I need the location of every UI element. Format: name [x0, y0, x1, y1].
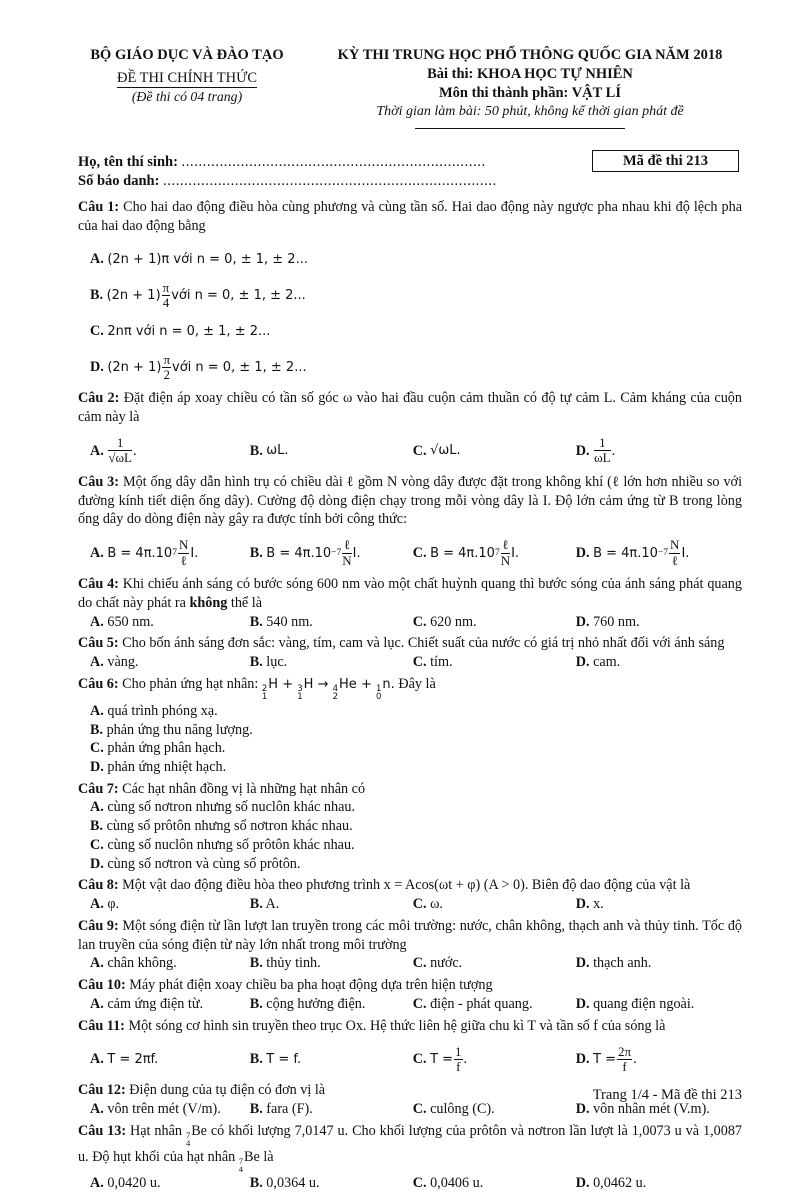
option-c: C. B = 4π.10 7 $\frac{\text{ℓ}}{N}$ I. [412, 537, 520, 568]
question-number: Câu 11: [78, 1017, 125, 1034]
question-text: Cho bốn ánh sáng đơn sắc: vàng, tím, cam và lục. Chiết suất của nước có giá trị nhỏ nhất đối với ánh sáng [122, 635, 725, 652]
option-a: A. φ. [90, 896, 120, 913]
option-d: D. B = 4π.10 −7 $\frac{N}{\text{ℓ}}$ I. [575, 537, 690, 568]
option-d: D. vôn nhân mét (V.m). [575, 1101, 710, 1118]
option-a: A. vàng. [90, 654, 139, 671]
time-note: Thời gian làm bài: 50 phút, không kể thời gian phát đề [376, 104, 684, 120]
option-a: A. 0,0420 u. [90, 1174, 161, 1191]
option-b: B. B = 4π.10 −7 $\frac{\text{ℓ}}{N}$ I. [249, 537, 361, 568]
question-3 [78, 473, 742, 571]
exam-code-box: Mã đề thi 213 [592, 150, 739, 172]
option-c: C. T = $\frac{1}{f}$ . [412, 1043, 468, 1074]
option-c: C. 0,0406 u. [412, 1174, 484, 1191]
question-10 [78, 976, 742, 1013]
question-number: Câu 12: [78, 1082, 126, 1099]
options [78, 954, 742, 973]
question-text: Điện dung của tụ điện có đơn vị là [129, 1082, 326, 1099]
option-d: D. T = $\frac{2\pi}{f}$ . [575, 1043, 637, 1074]
exam-subject: Bài thi: KHOA HỌC TỰ NHIÊN [427, 66, 633, 83]
option-b: B. thủy tinh. [249, 955, 321, 972]
question-text: Một sóng cơ hình sin truyền theo trục Ox. Hệ thức liên hệ giữa chu kì T và tần số f của sóng là [128, 1017, 666, 1034]
option-b: B. cộng hưởng điện. [249, 995, 366, 1012]
fraction: $\frac{N}{\text{ℓ}}$ [178, 537, 189, 568]
option-b: B. (2n + 1) $\frac{\pi}{4}$ với n = 0, ± 1, ± 2... [90, 279, 306, 310]
id-label: Số báo danh: [78, 172, 160, 189]
official-label: ĐỀ THI CHÍNH THỨC [116, 70, 257, 87]
option-d: D. quang điện ngoài. [575, 995, 695, 1012]
options [78, 1174, 742, 1193]
question-number: Câu 6: [78, 675, 119, 692]
question-7 [78, 780, 742, 874]
option-c: C. 620 nm. [412, 613, 477, 630]
option-b: B. phản ứng thu năng lượng. [90, 721, 253, 738]
question-number: Câu 10: [78, 977, 126, 994]
fraction: $\frac{\pi}{2}$ [163, 351, 171, 382]
question-number: Câu 4: [78, 576, 119, 593]
question-number: Câu 1: [78, 199, 120, 215]
options [78, 702, 742, 777]
option-a: A. (2n + 1)π với n = 0, ± 1, ± 2... [90, 251, 308, 268]
ministry-name: BỘ GIÁO DỤC VÀ ĐÀO TẠO [90, 47, 284, 63]
question-6: Câu 6: Cho phản ứng hạt nhân: 2 1 H + 3 1 H → 4 2 He + 1 0 n. Đây là A. quá trình phóng xạ. B. phản ứng thu năng lượng. C. phản ứng phân hạch. D. phản ứng nhiệt hạch. [78, 675, 742, 777]
question-text: Một ống dây dẫn hình trụ có chiều dài ℓ gồm N vòng dây được đặt trong không khí (ℓ lớn hơn nhiều so với đường kính tiết diện ống dây). Cường độ dòng điện chạy trong mỗi vòng dây là I. Độ lớn cảm ứng từ B trong lòng ống dây do dòng điện này gây ra được tính bởi công thức: [78, 473, 743, 528]
options [78, 535, 742, 571]
question-text: Máy phát điện xoay chiều ba pha hoạt động dựa trên hiện tượng [129, 977, 493, 994]
option-d: D. 0,0462 u. [575, 1174, 647, 1191]
options [78, 995, 742, 1014]
option-a: A. 650 nm. [90, 613, 154, 630]
question-5 [78, 634, 742, 671]
option-a: A. T = 2πf. [90, 1050, 159, 1067]
option-a: A. B = 4π.10 7 $\frac{N}{\text{ℓ}}$ I. [90, 537, 199, 568]
option-a: A. cùng số nơtron nhưng số nuclôn khác nhau. [90, 799, 356, 816]
option-b: B. 0,0364 u. [249, 1174, 320, 1191]
option-d: D. thạch anh. [575, 955, 652, 972]
nuclear-equation: 2 1 H + 3 1 H → 4 2 He + 1 0 n. [261, 676, 395, 703]
question-number: Câu 8: [78, 877, 119, 894]
header-rule [415, 128, 625, 129]
option-a: A. cảm ứng điện từ. [90, 995, 204, 1012]
question-text: Đặt điện áp xoay chiều có tần số góc ω vào hai đầu cuộn cảm thuần có độ tự cảm L. Cảm kháng của cuộn cảm này là [78, 390, 742, 426]
fraction: $\frac{1}{\omega L}$ [594, 435, 611, 466]
option-c: C. ω. [412, 896, 443, 913]
option-c: C. điện - phát quang. [412, 995, 533, 1012]
question-11 [78, 1017, 742, 1078]
option-d: D. cam. [575, 654, 621, 671]
question-4: Câu 4: Khi chiếu ánh sáng có bước sóng 600 nm vào một chất huỳnh quang thì bước sóng của ánh sáng phát quang do chất này phát ra không thể là A. 650 nm. B. 540 nm. C. 620 nm. D. 760 nm. [78, 576, 742, 630]
question-13: Câu 13: Hạt nhân 7 4 Be có khối lượng 7,0147 u. Cho khối lượng của prôtôn và nơtron lần lượt là 1,0073 u và 1,0087 u. Độ hụt khối của hạt nhân 7 4 Be là A. 0,0420 u. B. 0,0364 u. C. 0,0406 u. D. 0,0462 u. [78, 1122, 743, 1191]
option-b: B. A. [249, 896, 280, 913]
question-number: Câu 3: [78, 473, 119, 490]
name-label: Họ, tên thí sinh: [78, 154, 178, 170]
fraction: $\frac{2\pi}{f}$ [618, 1043, 632, 1074]
exam-title: KỲ THI TRUNG HỌC PHỔ THÔNG QUỐC GIA NĂM 2018 [337, 47, 723, 63]
option-a: A. quá trình phóng xạ. [90, 702, 218, 719]
candidate-info [78, 153, 497, 191]
fraction: $\frac{\pi}{4}$ [162, 279, 170, 310]
question-text: Các hạt nhân đồng vị là những hạt nhân có [122, 780, 366, 797]
fraction: $\frac{\text{ℓ}}{N}$ [342, 537, 352, 568]
options [78, 241, 742, 385]
fraction: $\frac{N}{\text{ℓ}}$ [670, 537, 680, 568]
option-d: D. (2n + 1) $\frac{\pi}{2}$ với n = 0, ± 1, ± 2... [90, 351, 307, 382]
option-c: C. √ωL. [412, 442, 461, 459]
option-c: C. cùng số nuclôn nhưng số prôtôn khác nhau. [90, 836, 355, 853]
question-2 [78, 389, 742, 468]
option-c: C. 2nπ với n = 0, ± 1, ± 2... [90, 323, 271, 340]
option-d: D. phản ứng nhiệt hạch. [90, 759, 227, 776]
question-text: Một vật dao động điều hòa theo phương trình x = Acos(ωt + φ) (A > 0). Biên độ dao động của vật là [122, 877, 691, 894]
options [78, 433, 742, 469]
options [78, 1041, 742, 1077]
question-number: Câu 2: [78, 390, 120, 407]
option-c: C. tím. [412, 654, 453, 671]
option-c: C. nước. [412, 955, 463, 972]
option-b: B. 540 nm. [249, 613, 313, 630]
question-8 [78, 876, 742, 913]
question-number: Câu 13: [78, 1122, 127, 1139]
options [78, 613, 742, 632]
option-b: B. cùng số prôtôn nhưng số nơtron khác nhau. [90, 818, 353, 835]
option-b: B. ωL. [249, 442, 289, 459]
fraction: $\frac{1}{f}$ [455, 1043, 462, 1074]
question-number: Câu 5: [78, 635, 119, 652]
name-dots: ........................................................................ [181, 154, 486, 170]
option-a: A. chân không. [90, 955, 177, 972]
option-a: A. vôn trên mét (V/m). [90, 1101, 221, 1118]
option-b: B. fara (F). [249, 1101, 313, 1118]
question-9 [78, 917, 742, 973]
option-d: D. $\frac{1}{\omega L}$ . [575, 435, 616, 466]
question-text: Một sóng điện từ lần lượt lan truyền trong các môi trường: nước, chân không, thạch anh và thủy tinh. Tốc độ lan truyền của sóng điện từ này lớn nhất trong môi trường [78, 917, 743, 953]
option-c: C. culông (C). [412, 1101, 495, 1118]
header-left [72, 46, 302, 106]
question-number: Câu 9: [78, 917, 119, 934]
options [78, 895, 742, 914]
fraction: $\frac{\text{ℓ}}{N}$ [500, 537, 511, 568]
questions [78, 198, 742, 1193]
option-c: C. phản ứng phân hạch. [90, 740, 226, 757]
option-b: B. T = f. [249, 1050, 302, 1067]
option-d: D. 760 nm. [575, 613, 640, 630]
pages-note: (Đề thi có 04 trang) [131, 89, 243, 105]
option-b: B. lục. [249, 654, 288, 671]
options [78, 798, 742, 873]
exam-component: Môn thi thành phần: VẬT LÍ [439, 85, 621, 102]
question-1 [78, 198, 742, 385]
page-footer: Trang 1/4 - Mã đề thi 213 [592, 1087, 742, 1103]
option-a: A. $\frac{1}{√\omega L}$ . [90, 435, 137, 466]
option-d: D. x. [575, 896, 604, 913]
options [78, 653, 742, 672]
header-right [310, 46, 750, 122]
question-number: Câu 7: [78, 780, 119, 797]
question-text: Cho hai dao động điều hòa cùng phương và cùng tần số. Hai dao động này ngược pha nhau khi độ lệch pha của hai dao động bằng [78, 199, 742, 234]
option-d: D. cùng số nơtron và cùng số prôtôn. [90, 855, 301, 872]
fraction: $\frac{1}{√\omega L}$ [108, 435, 132, 466]
id-dots: ............................................................................... [163, 172, 497, 189]
